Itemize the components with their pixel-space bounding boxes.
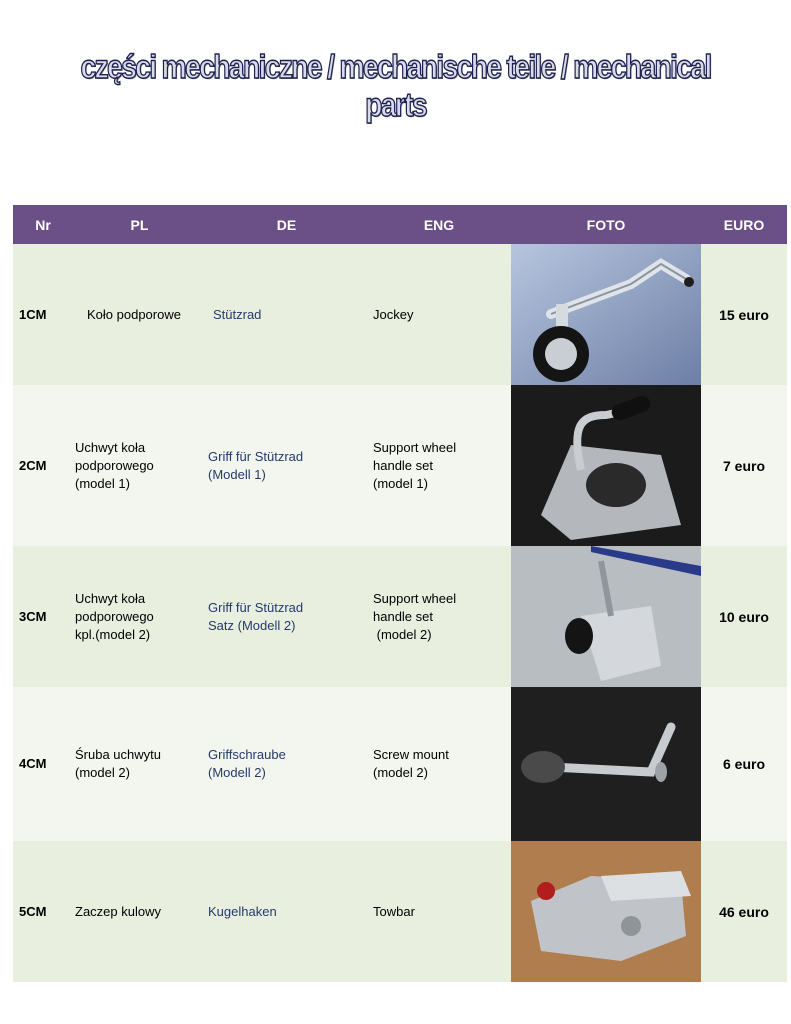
name-eng: Support wheel handle set (model 2) (367, 546, 511, 687)
name-pl: Uchwyt koła podporowego kpl.(model 2) (73, 546, 206, 687)
name-eng: Screw mount (model 2) (367, 687, 511, 841)
product-photo (511, 546, 701, 687)
price: 7 euro (701, 385, 787, 546)
table-row (13, 546, 787, 687)
page-title: części mechaniczne / mechanische teile / mechanical parts (80, 48, 711, 123)
price: 10 euro (701, 546, 787, 687)
name-de: Kugelhaken (206, 841, 367, 982)
name-pl: Zaczep kulowy (73, 841, 206, 982)
price: 46 euro (701, 841, 787, 982)
name-eng: Towbar (367, 841, 511, 982)
clamp-handle-model-2-image (511, 546, 701, 687)
column-header-pl: PL (73, 205, 206, 244)
towbar-coupling-image (511, 841, 701, 982)
product-photo (511, 244, 701, 385)
name-pl: Śruba uchwytu (model 2) (73, 687, 206, 841)
table-row (13, 385, 787, 546)
name-pl: Uchwyt koła podporowego (model 1) (73, 385, 206, 546)
clamp-handle-model-1-image (511, 385, 701, 546)
column-header-de: DE (206, 205, 367, 244)
item-number: 3CM (13, 546, 73, 687)
name-de: Griff für Stützrad (Modell 1) (206, 385, 367, 546)
table-row (13, 687, 787, 841)
table-row (13, 244, 787, 385)
product-photo (511, 385, 701, 546)
item-number: 4CM (13, 687, 73, 841)
name-eng: Jockey (367, 244, 511, 385)
product-photo (511, 687, 701, 841)
column-header-nr: Nr (13, 205, 73, 244)
jockey-wheel-image (511, 244, 701, 385)
item-number: 5CM (13, 841, 73, 982)
screw-handle-image (511, 687, 701, 841)
price: 6 euro (701, 687, 787, 841)
item-number: 2CM (13, 385, 73, 546)
name-eng: Support wheel handle set (model 1) (367, 385, 511, 546)
name-pl: Koło podporowe (73, 244, 206, 385)
table-header-row (13, 205, 787, 244)
price-table (13, 205, 787, 982)
column-header-eng: ENG (367, 205, 511, 244)
name-de: Griff für Stützrad Satz (Modell 2) (206, 546, 367, 687)
item-number: 1CM (13, 244, 73, 385)
name-de: Stützrad (206, 244, 367, 385)
column-header-foto: FOTO (511, 205, 701, 244)
table-row (13, 841, 787, 982)
column-header-euro: EURO (701, 205, 787, 244)
name-de: Griffschraube (Modell 2) (206, 687, 367, 841)
product-photo (511, 841, 701, 982)
price: 15 euro (701, 244, 787, 385)
